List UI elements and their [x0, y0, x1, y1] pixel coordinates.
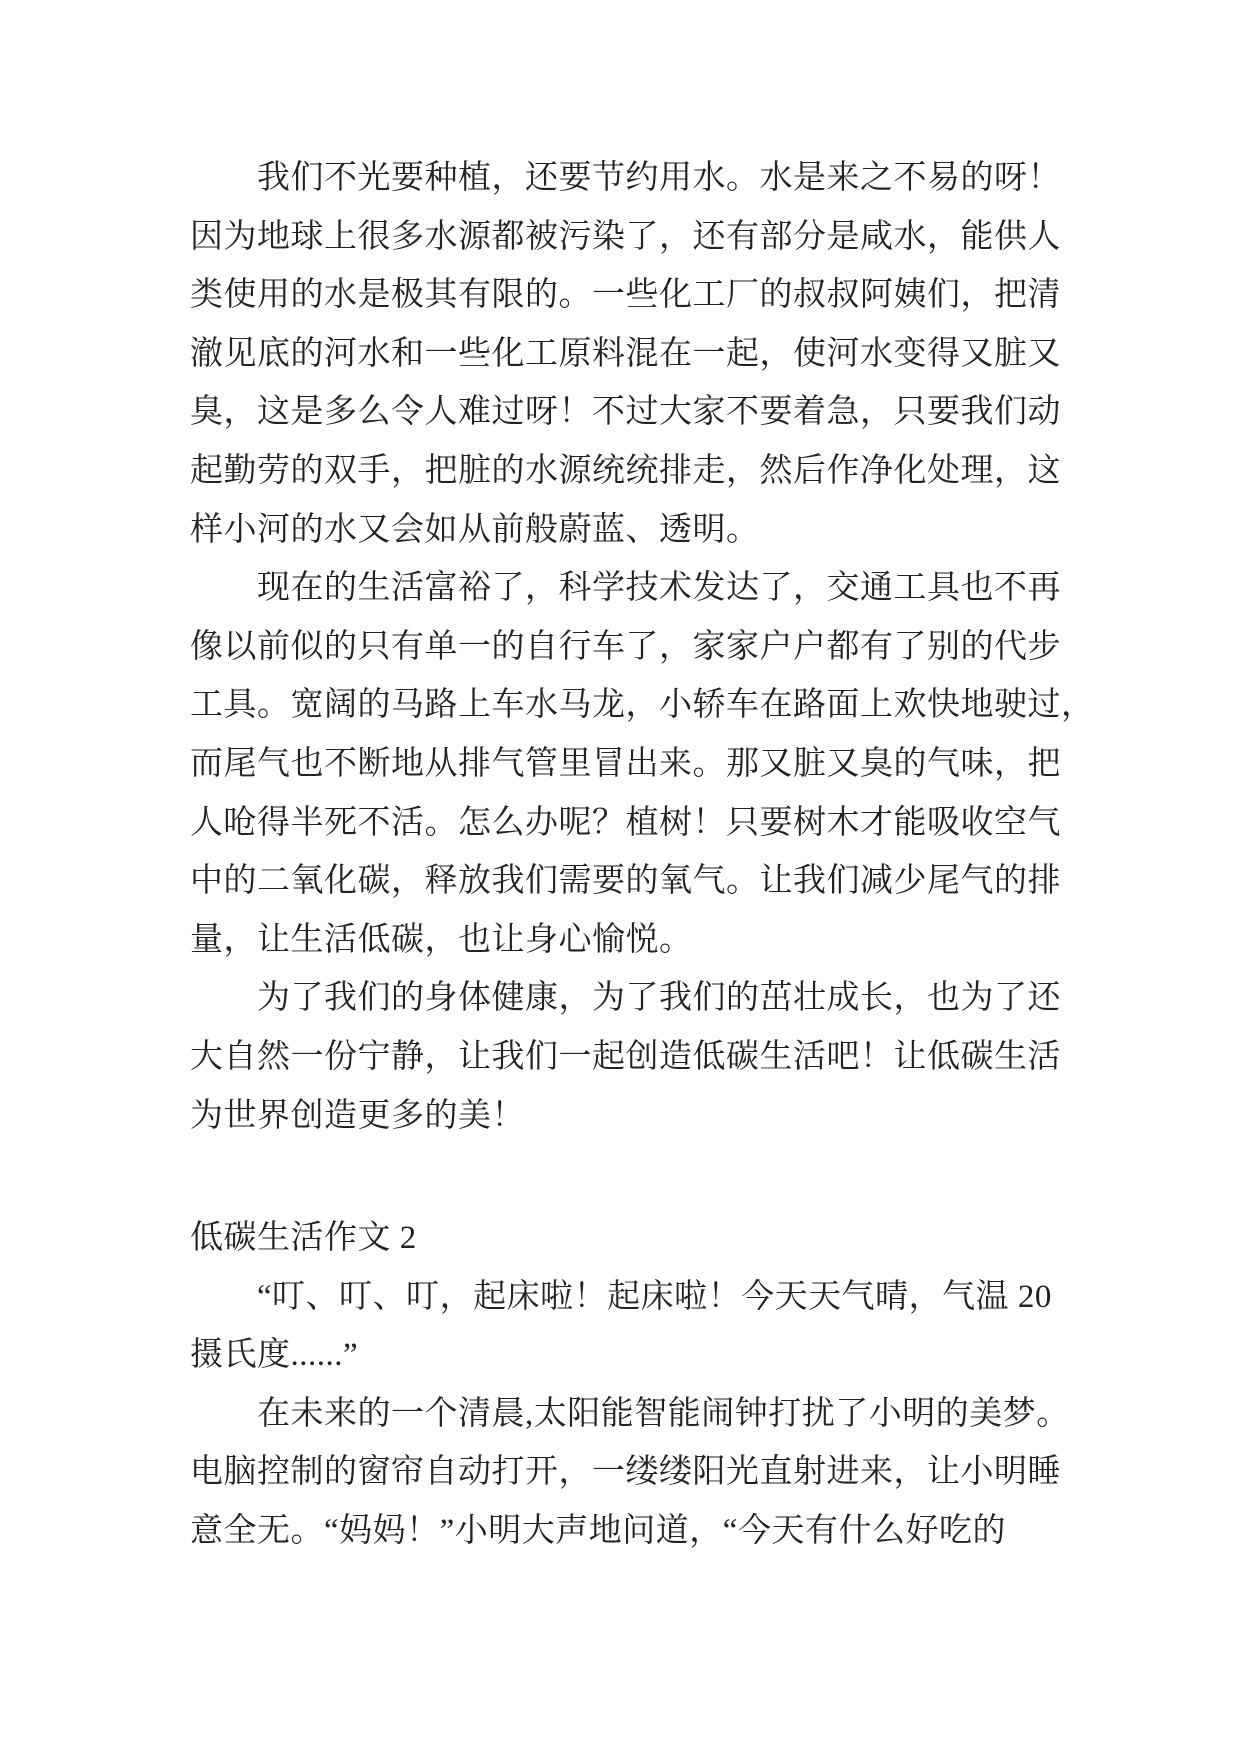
essay-text-line: 类使用的水是极其有限的。一些化工厂的叔叔阿姨们，把清 — [190, 277, 1061, 314]
essay-text-line: 人呛得半死不活。怎么办呢？植树！只要树木才能吸收空气 — [190, 804, 1061, 841]
essay-text-line: 臭，这是多么令人难过呀！不过大家不要着急，只要我们动 — [190, 394, 1061, 431]
document-body — [190, 149, 1095, 1561]
essay-text-line: 现在的生活富裕了，科学技术发达了，交通工具也不再 — [257, 570, 1061, 607]
essay-section-heading: 低碳生活作文 2 — [190, 1220, 417, 1257]
essay-text-line: “叮、叮、叮，起床啦！起床啦！今天天气晴，气温 20 — [257, 1278, 1052, 1315]
essay-text-line: 在未来的一个清晨,太阳能智能闹钟打扰了小明的美梦。 — [257, 1395, 1070, 1432]
essay-text-line: 大自然一份宁静，让我们一起创造低碳生活吧！让低碳生活 — [190, 1038, 1061, 1075]
essay-text-line: 工具。宽阔的马路上车水马龙，小轿车在路面上欢快地驶过， — [190, 687, 1095, 724]
essay-text-line: 摄氏度......” — [190, 1337, 359, 1374]
essay-text-line: 量，让生活低碳，也让身心愉悦。 — [190, 921, 693, 958]
essay-text-line: 而尾气也不断地从排气管里冒出来。那又脏又臭的气味，把 — [190, 745, 1061, 782]
essay-text-line: 中的二氧化碳，释放我们需要的氧气。让我们减少尾气的排 — [190, 863, 1061, 900]
essay-text-line: 起勤劳的双手，把脏的水源统统排走，然后作净化处理，这 — [190, 452, 1061, 489]
essay-text-line: 电脑控制的窗帘自动打开，一缕缕阳光直射进来，让小明睡 — [190, 1454, 1061, 1491]
essay-text-line: 为世界创造更多的美！ — [190, 1097, 525, 1134]
essay-text-line: 为了我们的身体健康，为了我们的茁壮成长，也为了还 — [257, 980, 1061, 1017]
essay-text-line: 澈见底的河水和一些化工原料混在一起，使河水变得又脏又 — [190, 335, 1061, 372]
essay-text-line: 意全无。“妈妈！”小明大声地问道，“今天有什么好吃的 — [190, 1513, 1006, 1550]
essay-text-line: 我们不光要种植，还要节约用水。水是来之不易的呀！ — [257, 160, 1061, 196]
essay-text-line: 因为地球上很多水源都被污染了，还有部分是咸水，能供人 — [190, 218, 1061, 255]
essay-text-line: 样小河的水又会如从前般蔚蓝、透明。 — [190, 511, 760, 548]
essay-text-line: 像以前似的只有单一的自行车了，家家户户都有了别的代步 — [190, 628, 1061, 665]
